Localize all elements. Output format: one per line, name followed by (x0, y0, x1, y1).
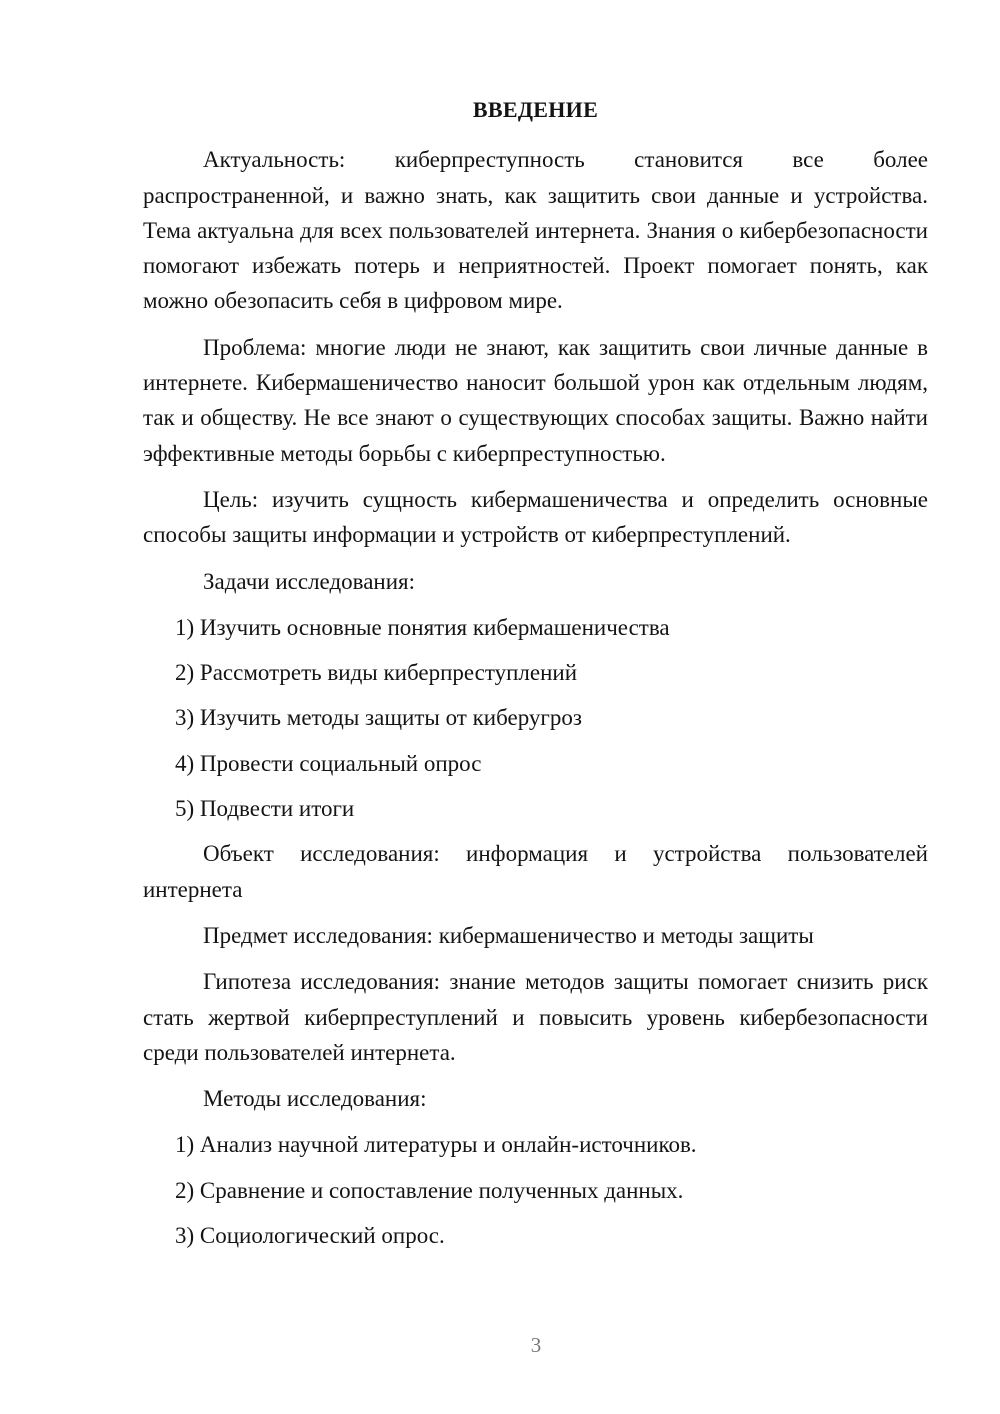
list-item: 2) Сравнение и сопоставление полученных данных. (175, 1177, 684, 1203)
list-item: 3) Изучить методы защиты от киберугроз (175, 705, 582, 731)
goal-paragraph: Цель: изучить сущность кибермашеничества и определить основные способы защиты информации и устройств от киберпреступлений. (143, 486, 928, 548)
subject-paragraph: Предмет исследования: кибермашеничество и методы защиты (203, 922, 814, 948)
tasks-list (143, 610, 928, 826)
methods-list (143, 1127, 928, 1253)
section-heading: ВВЕДЕНИЕ (472, 97, 599, 122)
methods-label: Методы исследования: (203, 1086, 427, 1112)
object-paragraph: Объект исследования: информация и устройства пользователей интернета (143, 841, 928, 902)
list-item: 2) Рассмотреть виды киберпреступлений (175, 660, 578, 686)
list-item: 1) Анализ научной литературы и онлайн-источников. (175, 1132, 697, 1158)
relevance-paragraph: Актуальность: киберпреступность становится все более распространенной, и важно знать, как защитить свои данные и устройства. Тема актуальна для всех пользователей интернета. Знания о кибербезопасности помогают избежать потерь и неприятностей. Проект помогает понять, как можно обезопасить себя в цифровом мире. (143, 147, 928, 314)
page-content (143, 92, 928, 1263)
tasks-label: Задачи исследования: (203, 568, 416, 594)
list-item: 3) Социологический опрос. (175, 1223, 445, 1249)
page-number: 3 (530, 1333, 542, 1357)
problem-paragraph: Проблема: многие люди не знают, как защитить свои личные данные в интернете. Кибермашеничество наносит большой урон как отдельным людям, так и обществу. Не все знают о существующих способах защиты. Важно найти эффективные методы борьбы с киберпреступностью. (143, 334, 928, 466)
list-item: 4) Провести социальный опрос (175, 750, 482, 776)
list-item: 1) Изучить основные понятия кибермашеничества (175, 614, 670, 640)
list-item: 5) Подвести итоги (175, 796, 355, 822)
hypothesis-paragraph: Гипотеза исследования: знание методов защиты помогает снизить риск стать жертвой киберпреступлений и повысить уровень кибербезопасности среди пользователей интернета. (143, 969, 928, 1065)
